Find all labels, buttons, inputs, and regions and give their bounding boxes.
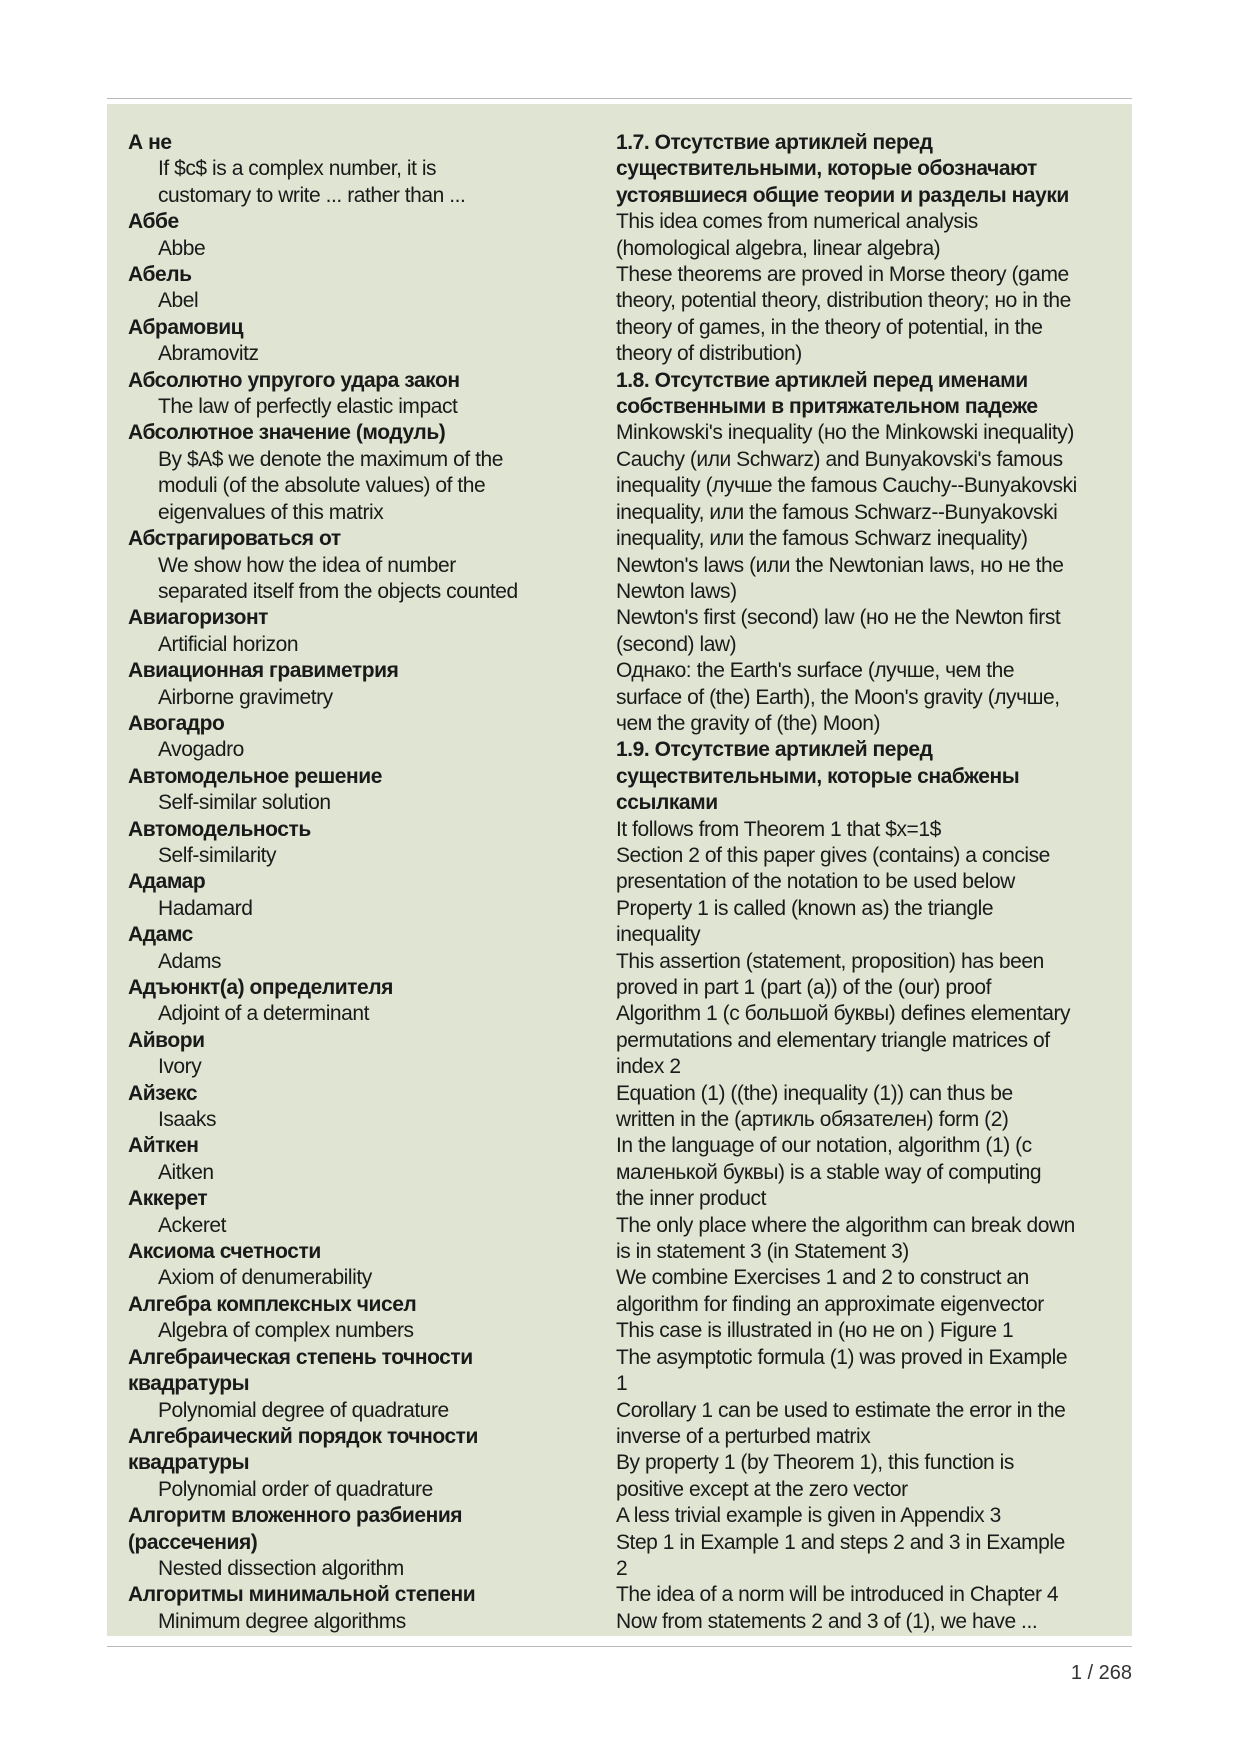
glossary-translation: moduli (of the absolute values) of the xyxy=(158,474,486,498)
glossary-translation: By $A$ we denote the maximum of the xyxy=(158,447,503,471)
glossary-translation: Hadamard xyxy=(158,896,253,920)
example-line: It follows from Theorem 1 that $x=1$ xyxy=(616,817,941,841)
glossary-term: Автомодельность xyxy=(128,817,311,841)
glossary-translation: Nested dissection algorithm xyxy=(158,1556,404,1580)
section-heading-line: ссылками xyxy=(616,791,718,815)
example-line: surface of (the) Earth), the Moon's gravity (лучше, xyxy=(616,685,1060,709)
example-line: presentation of the notation to be used below xyxy=(616,870,1015,894)
example-line: The asymptotic formula (1) was proved in Example xyxy=(616,1345,1068,1369)
glossary-translation: Polynomial degree of quadrature xyxy=(158,1398,449,1422)
example-line: The idea of a norm will be introduced in Chapter 4 xyxy=(616,1583,1059,1607)
example-line: (second) law) xyxy=(616,632,737,656)
glossary-translation: Abel xyxy=(158,289,199,313)
left-column-glossary xyxy=(128,130,573,1635)
glossary-entry xyxy=(128,209,573,262)
glossary-translation: separated itself from the objects counted xyxy=(158,579,518,603)
content-panel xyxy=(107,104,1132,1636)
glossary-term: Аббе xyxy=(128,210,179,234)
glossary-entry xyxy=(128,1133,573,1186)
example-line: index 2 xyxy=(616,1055,681,1079)
glossary-entry xyxy=(128,262,573,315)
glossary-entry xyxy=(128,368,573,421)
example-line: 1 xyxy=(616,1372,628,1396)
example-line: inequality xyxy=(616,923,701,947)
glossary-entry xyxy=(128,1186,573,1239)
glossary-translation: Isaaks xyxy=(158,1108,216,1132)
glossary-translation: The law of perfectly elastic impact xyxy=(158,395,458,419)
glossary-entry xyxy=(128,1345,573,1424)
glossary-translation: Aitken xyxy=(158,1160,214,1184)
example-line: permutations and elementary triangle matrices of xyxy=(616,1028,1050,1052)
glossary-entry xyxy=(128,1582,573,1635)
example-line: By property 1 (by Theorem 1), this function is xyxy=(616,1451,1014,1475)
glossary-entry xyxy=(128,130,573,209)
glossary-translation: Minimum degree algorithms xyxy=(158,1609,406,1633)
glossary-entry xyxy=(128,420,573,526)
glossary-term: Абрамовиц xyxy=(128,315,244,339)
glossary-entry xyxy=(128,1424,573,1503)
example-line: (homological algebra, linear algebra) xyxy=(616,236,941,260)
glossary-entry xyxy=(128,658,573,711)
bottom-rule xyxy=(107,1646,1132,1647)
section-heading-line: существительными, которые обозначают xyxy=(616,157,1037,181)
glossary-translation: Abbe xyxy=(158,236,206,260)
example-line: algorithm for finding an approximate eigenvector xyxy=(616,1292,1044,1316)
glossary-entry xyxy=(128,922,573,975)
example-line: Section 2 of this paper gives (contains) a concise xyxy=(616,843,1050,867)
glossary-translation: Ackeret xyxy=(158,1213,227,1237)
example-line: the inner product xyxy=(616,1187,766,1211)
top-rule xyxy=(107,98,1132,99)
glossary-translation: Avogadro xyxy=(158,738,244,762)
glossary-term: Абстрагироваться от xyxy=(128,527,341,551)
glossary-entry xyxy=(128,975,573,1028)
glossary-term: Абсолютно упругого удара закон xyxy=(128,368,460,392)
example-line: inverse of a perturbed matrix xyxy=(616,1424,871,1448)
glossary-translation: eigenvalues of this matrix xyxy=(158,500,384,524)
example-line: inequality, или the famous Schwarz--Bunyakovski xyxy=(616,500,1058,524)
example-line: 2 xyxy=(616,1556,628,1580)
section-heading-line: 1.9. Отсутствие артиклей перед xyxy=(616,738,933,762)
example-line: theory, potential theory, distribution theory; но in the xyxy=(616,289,1071,313)
example-line: In the language of our notation, algorithm (1) (с xyxy=(616,1134,1032,1158)
glossary-term: Авогадро xyxy=(128,711,225,735)
glossary-term: Алгоритмы минимальной степени xyxy=(128,1583,476,1607)
glossary-term: Авиагоризонт xyxy=(128,606,269,630)
glossary-entry xyxy=(128,1239,573,1292)
example-line: A less trivial example is given in Appendix 3 xyxy=(616,1504,1001,1528)
example-line: Algorithm 1 (с большой буквы) defines elementary xyxy=(616,1002,1071,1026)
glossary-translation: Algebra of complex numbers xyxy=(158,1319,414,1343)
example-line: Newton laws) xyxy=(616,579,737,603)
glossary-entry xyxy=(128,764,573,817)
example-line: Newton's laws (или the Newtonian laws, но не the xyxy=(616,553,1064,577)
glossary-entry xyxy=(128,1081,573,1134)
glossary-entry xyxy=(128,869,573,922)
example-line: Equation (1) ((the) inequality (1)) can thus be xyxy=(616,1081,1013,1105)
example-line: We combine Exercises 1 and 2 to construct an xyxy=(616,1266,1029,1290)
glossary-term: Айзекс xyxy=(128,1081,198,1105)
glossary-translation: We show how the idea of number xyxy=(158,553,456,577)
glossary-entry xyxy=(128,711,573,764)
glossary-translation: Self-similar solution xyxy=(158,791,331,815)
section-heading-line: 1.7. Отсутствие артиклей перед xyxy=(616,131,933,154)
glossary-term: Алгоритм вложенного разбиения (рассечения) xyxy=(128,1504,463,1554)
example-line: positive except at the zero vector xyxy=(616,1477,908,1501)
glossary-translation: Airborne gravimetry xyxy=(158,685,333,709)
glossary-translation: Axiom of denumerability xyxy=(158,1266,372,1290)
glossary-term: Адамар xyxy=(128,870,206,894)
glossary-term: Адъюнкт(а) определителя xyxy=(128,976,393,999)
glossary-term: Алгебраическая степень точности квадратуры xyxy=(128,1345,473,1396)
example-line: inequality, или the famous Schwarz inequality) xyxy=(616,527,1028,551)
glossary-term: Айткен xyxy=(128,1134,199,1158)
example-line: This case is illustrated in (но не on ) Figure 1 xyxy=(616,1319,1014,1343)
example-line: Minkowski's inequality (но the Minkowski inequality) xyxy=(616,421,1074,445)
example-line: This idea comes from numerical analysis xyxy=(616,210,978,234)
glossary-entry xyxy=(128,1503,573,1582)
glossary-term: Алгебра комплексных чисел xyxy=(128,1292,417,1316)
example-line: Now from statements 2 and 3 of (1), we have ... xyxy=(616,1609,1038,1633)
glossary-term: А не xyxy=(128,131,172,154)
example-line: Corollary 1 can be used to estimate the error in the xyxy=(616,1398,1066,1422)
section-heading-line: устоявшиеся общие теории и разделы науки xyxy=(616,183,1069,207)
example-line: Step 1 in Example 1 and steps 2 and 3 in Example xyxy=(616,1530,1065,1554)
section-heading-line: собственными в притяжательном падеже xyxy=(616,395,1038,419)
glossary-entry xyxy=(128,1292,573,1345)
example-line: Cauchy (или Schwarz) and Bunyakovski's famous xyxy=(616,447,1063,471)
example-line: Property 1 is called (known as) the triangle xyxy=(616,896,994,920)
example-line: theory of distribution) xyxy=(616,342,802,366)
glossary-term: Автомодельное решение xyxy=(128,764,382,788)
glossary-translation: Self-similarity xyxy=(158,843,277,867)
example-line: Newton's first (second) law (но не the Newton first xyxy=(616,606,1061,630)
glossary-term: Адамс xyxy=(128,923,193,947)
glossary-term: Аксиома счетности xyxy=(128,1240,321,1264)
example-line: written in the (артикль обязателен) form (2) xyxy=(616,1108,1009,1132)
glossary-term: Авиационная гравиметрия xyxy=(128,659,399,683)
example-line: proved in part 1 (part (a)) of the (our) proof xyxy=(616,976,991,999)
example-line: маленькой буквы) is a stable way of computing xyxy=(616,1160,1042,1184)
glossary-term: Алгебраический порядок точности квадратуры xyxy=(128,1424,478,1475)
glossary-entry xyxy=(128,315,573,368)
section-heading-line: существительными, которые снабжены xyxy=(616,764,1020,788)
example-line: These theorems are proved in Morse theory (game xyxy=(616,263,1069,287)
section-heading-line: 1.8. Отсутствие артиклей перед именами xyxy=(616,368,1028,392)
example-line: inequality (лучше the famous Cauchy--Bunyakovski xyxy=(616,474,1077,498)
glossary-translation: Adams xyxy=(158,949,222,973)
glossary-translation: If $c$ is a complex number, it is xyxy=(158,157,437,181)
glossary-translation: customary to write ... rather than ... xyxy=(158,183,466,207)
example-line: is in statement 3 (in Statement 3) xyxy=(616,1240,909,1264)
glossary-translation: Ivory xyxy=(158,1055,202,1079)
glossary-term: Абель xyxy=(128,263,192,287)
glossary-translation: Adjoint of a determinant xyxy=(158,1002,370,1026)
example-line: The only place where the algorithm can break down xyxy=(616,1213,1075,1237)
right-column-article-notes xyxy=(616,130,1121,1635)
glossary-translation: Polynomial order of quadrature xyxy=(158,1477,433,1501)
glossary-translation: Abramovitz xyxy=(158,342,259,366)
glossary-term: Айвори xyxy=(128,1028,205,1052)
page-number: 1 / 268 xyxy=(1070,1662,1132,1684)
glossary-entry xyxy=(128,817,573,870)
glossary-term: Абсолютное значение (модуль) xyxy=(128,421,446,445)
example-line: Однако: the Earth's surface (лучше, чем the xyxy=(616,659,1015,683)
glossary-entry xyxy=(128,1028,573,1081)
glossary-entry xyxy=(128,526,573,605)
example-line: theory of games, in the theory of potential, in the xyxy=(616,315,1043,339)
glossary-entry xyxy=(128,605,573,658)
example-line: чем the gravity of (the) Moon) xyxy=(616,711,880,735)
glossary-term: Аккерет xyxy=(128,1187,208,1211)
example-line: This assertion (statement, proposition) has been xyxy=(616,949,1044,973)
glossary-translation: Artificial horizon xyxy=(158,632,299,656)
